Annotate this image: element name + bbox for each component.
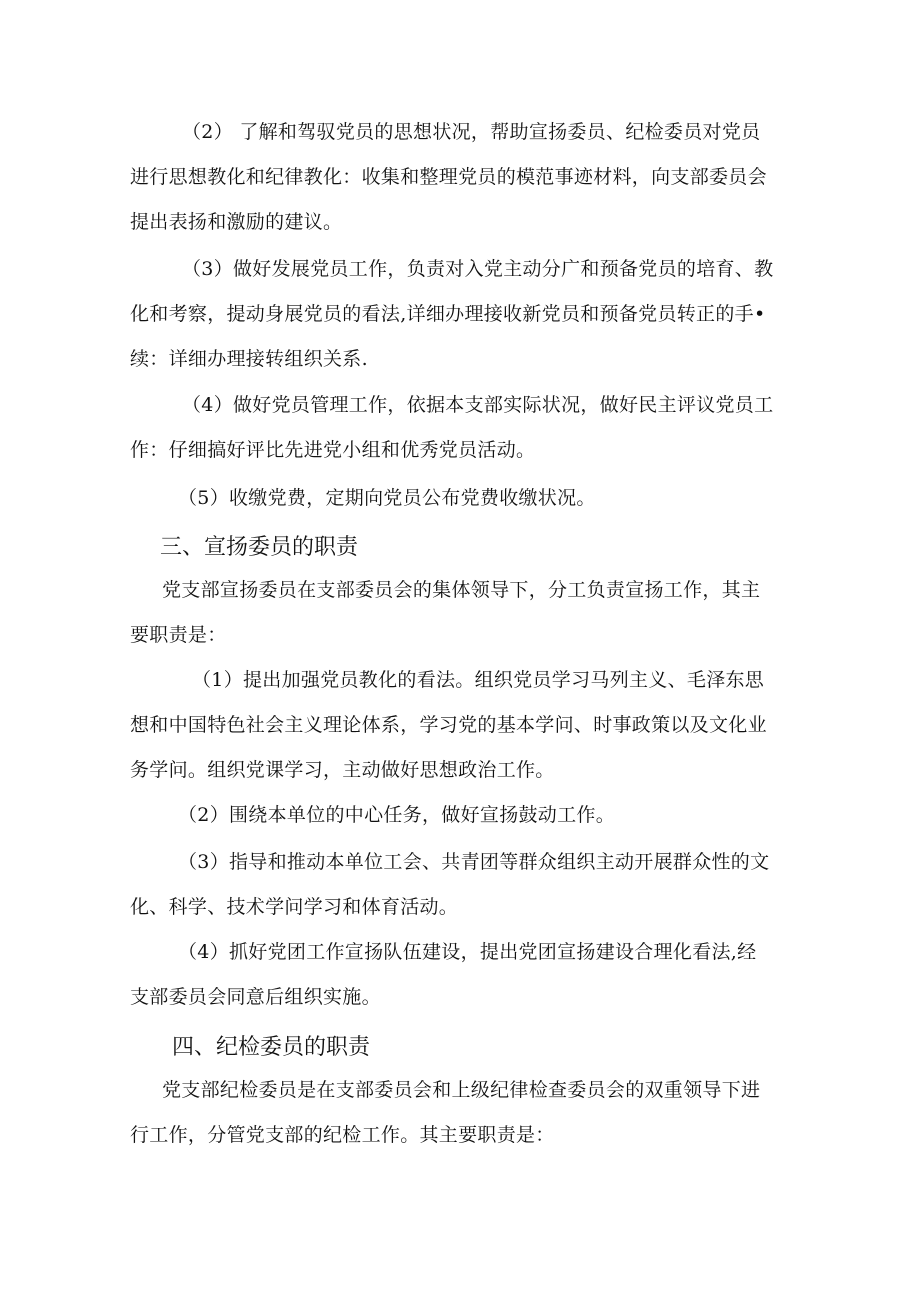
- text-line: 要职责是：: [130, 624, 227, 646]
- text-line: 党支部纪检委员是在支部委员会和上级纪律检查委员会的双重领导下进: [162, 1079, 761, 1101]
- paragraph-item-3: [130, 247, 795, 382]
- section-heading-discipline: 四、纪检委员的职责: [172, 1035, 371, 1060]
- paragraph-publicity-3: [130, 840, 795, 930]
- paragraph-item-2: [130, 110, 795, 245]
- text-line: 党支部宣扬委员在支部委员会的集体领导下，分工负责宣扬工作，其主: [162, 579, 761, 601]
- text-line: 续：详细办理接转组织关系.: [130, 348, 368, 370]
- text-line: 想和中国特色社会主义理论体系，学习党的基本学问、时事政策以及文化业: [130, 714, 767, 736]
- text-line: 化、科学、技术学问学习和体育活动。: [130, 896, 459, 918]
- paragraph-publicity-4: [130, 930, 795, 1020]
- text-line: 务学问。组织党课学习，主动做好思想政治工作。: [130, 759, 555, 781]
- text-line: （1）提出加强党员教化的看法。组织党员学习马列主义、毛泽东思: [192, 669, 765, 691]
- paragraph-intro-discipline: [130, 1068, 795, 1158]
- text-line: （3）做好发展党员工作，负责对入党主动分广和预备党员的培育、教: [182, 258, 774, 280]
- text-line: 作：仔细搞好评比先进党小组和优秀党员活动。: [130, 439, 536, 461]
- text-line: （3）指导和推动本单位工会、共青团等群众组织主动开展群众性的文: [178, 851, 770, 873]
- text-line: 化和考察，提动身展党员的看法,详细办理接收新党员和预备党员转正的手•: [130, 303, 766, 325]
- paragraph-publicity-2: [130, 793, 795, 838]
- text-line: （2）围绕本单位的中心任务，做好宣扬鼓动工作。: [178, 804, 615, 826]
- text-line: （4）做好党员管理工作，依据本支部实际状况，做好民主评议党员工: [182, 394, 774, 416]
- text-line: （2） 了解和驾驭党员的思想状况，帮助宣扬委员、纪检委员对党员: [182, 121, 761, 143]
- text-line: 进行思想教化和纪律教化：收集和整理党员的模范事迹材料，向支部委员会: [130, 166, 767, 188]
- paragraph-publicity-1: [130, 658, 795, 793]
- paragraph-item-4: [130, 383, 795, 473]
- paragraph-intro-publicity: [130, 568, 795, 658]
- text-line: 支部委员会同意后组织实施。: [130, 986, 381, 1008]
- text-line: 行工作，分管党支部的纪检工作。其主要职责是：: [130, 1124, 555, 1146]
- text-line: （5）收缴党费，定期向党员公布党费收缴状况。: [178, 487, 596, 509]
- section-heading-publicity: 三、宣扬委员的职责: [160, 535, 359, 560]
- paragraph-item-5: [130, 476, 795, 521]
- text-line: 提出表扬和激励的建议。: [130, 211, 343, 233]
- text-line: （4）抓好党团工作宣扬队伍建设，提出党团宣扬建设合理化看法,经: [178, 941, 757, 963]
